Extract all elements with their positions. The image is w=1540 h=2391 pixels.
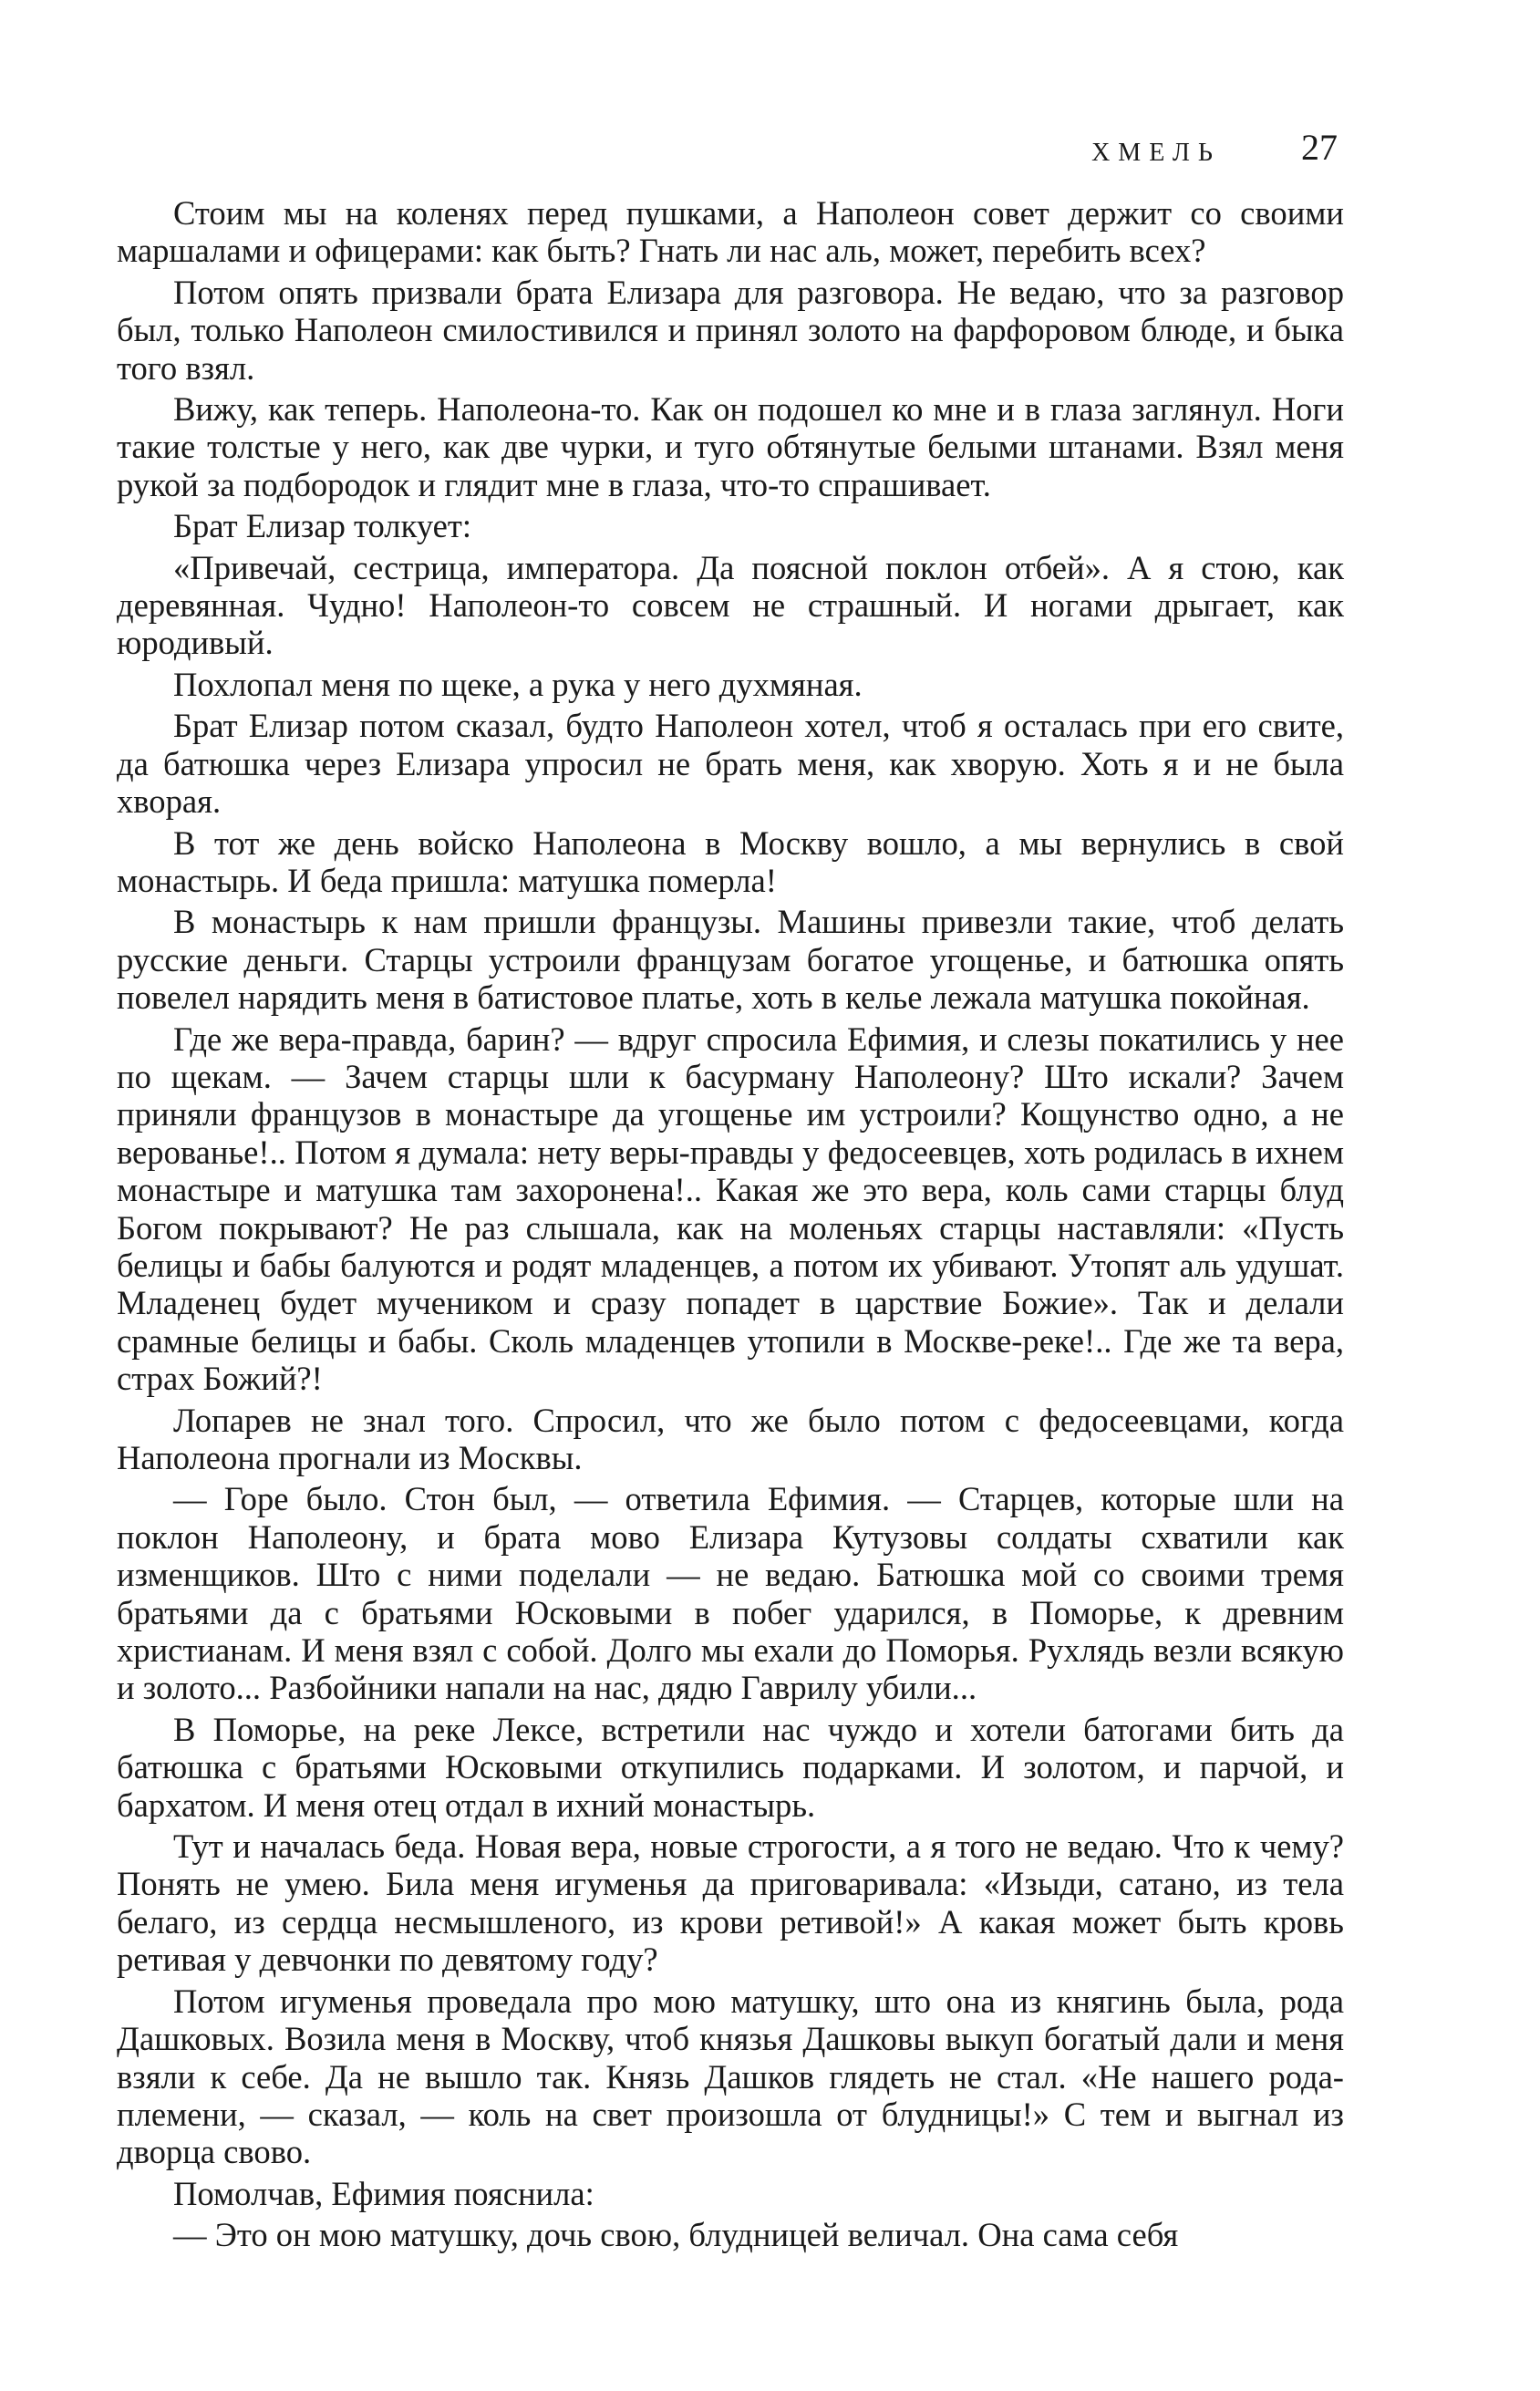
paragraph: Лопарев не знал того. Спросил, что же было потом с федосеевцами, когда Наполеона прогнали из Москвы. [117, 1401, 1344, 1476]
paragraph: — Горе было. Стон был, — ответила Ефимия. — Старцев, которые шли на поклон Наполеону, и брата мово Елизара Кутузовы солдаты схватили как изменщиков. Што с ними поделали — не ведаю. Батюшка мой со своими тремя братьями да с братьями Юсковыми в побег ударился, в Поморье, к древним христианам. И меня взял с собой. Долго мы ехали до Поморья. Рухлядь везли всякую и золото... Разбойники напали на нас, дядю Гаврилу убили... [117, 1480, 1344, 1707]
running-title: ХМЕЛЬ [1091, 139, 1221, 167]
page-number: 27 [1301, 127, 1338, 168]
paragraph: Тут и началась беда. Новая вера, новые строгости, а я того не ведаю. Что к чему? Понять не умею. Била меня игуменья да приговаривала: «Изыди, сатано, из тела белаго, из сердца несмышленого, из крови ретивой!» А какая может быть кровь ретивая у девчонки по девятому году? [117, 1827, 1344, 1979]
paragraph: В Поморье, на реке Лексе, встретили нас чуждо и хотели батогами бить да батюшка с братьями Юсковыми откупились подарками. И золотом, и парчой, и бархатом. И меня отец отдал в ихний монастырь. [117, 1710, 1344, 1824]
paragraph: Брат Елизар потом сказал, будто Наполеон хотел, чтоб я осталась при его свите, да батюшка через Елизара упросил не брать меня, как хворую. Хоть я и не была хворая. [117, 707, 1344, 821]
paragraph: Потом игуменья проведала про мою матушку, што она из княгинь была, рода Дашковых. Возила меня в Москву, чтоб князья Дашковы выкуп богатый дали и меня взяли к себе. Да не вышло так. Князь Дашков глядеть не стал. «Не нашего рода-племени, — сказал, — коль на свет произошла от блудницы!» С тем и выгнал из дворца свово. [117, 1982, 1344, 2171]
paragraph: Где же вера-правда, барин? — вдруг спросила Ефимия, и слезы покатились у нее по щекам. — Зачем старцы шли к басурману Наполеону? Што искали? Зачем приняли французов в монастыре да угощенье им устроили? Кощунство одно, а не верованье!.. Потом я думала: нету веры-правды у федосеевцев, хоть родилась в ихнем монастыре и матушка там захоронена!.. Какая же это вера, коль сами старцы блуд Богом покрывают? Не раз слышала, как на моленьях старцы наставляли: «Пусть белицы и бабы балуются и родят младенцев, а потом их убивают. Утопят аль удушат. Младенец будет мучеником и сразу попадет в царствие Божие». Так и делали срамные белицы и бабы. Сколь младенцев утопили в Москве-реке!.. Где же та вера, страх Божий?! [117, 1020, 1344, 1398]
paragraph: Помолчав, Ефимия пояснила: [173, 2174, 594, 2212]
paragraph: В тот же день войско Наполеона в Москву вошло, а мы вернулись в свой монастырь. И беда пришла: матушка померла! [117, 823, 1344, 899]
paragraph: Вижу, как теперь. Наполеона-то. Как он подошел ко мне и в глаза заглянул. Ноги такие толстые у него, как две чурки, и туго обтянутые белыми штанами. Взял меня рукой за подбородок и глядит мне в глаза, что-то спрашивает. [117, 390, 1344, 503]
paragraph: Похлопал меня по щеке, а рука у него духмяная. [173, 665, 863, 703]
paragraph: Брат Елизар толкует: [173, 507, 472, 545]
paragraph: В монастырь к нам пришли французы. Машины привезли такие, чтоб делать русские деньги. Старцы устроили французам богатое угощенье, и батюшка опять повелел нарядить меня в батистовое платье, хоть в келье лежала матушка покойная. [117, 903, 1344, 1017]
paragraph: — Это он мою матушку, дочь свою, блудницей величал. Она сама себя [173, 2216, 1179, 2254]
paragraph: Потом опять призвали брата Елизара для разговора. Не ведаю, что за разговор был, только Наполеон смилостивился и принял золото на фарфоровом блюде, и быка того взял. [117, 273, 1344, 387]
paragraph: «Привечай, сестрица, императора. Да поясной поклон отбей». А я стою, как деревянная. Чудно! Наполеон-то совсем не страшный. И ногами дрыгает, как юродивый. [117, 548, 1344, 662]
body-text [117, 194, 1344, 2254]
running-header [168, 126, 1339, 181]
paragraph: Стоим мы на коленях перед пушками, а Наполеон совет держит со своими маршалами и офицерами: как быть? Гнать ли нас аль, может, перебить всех? [117, 194, 1344, 270]
